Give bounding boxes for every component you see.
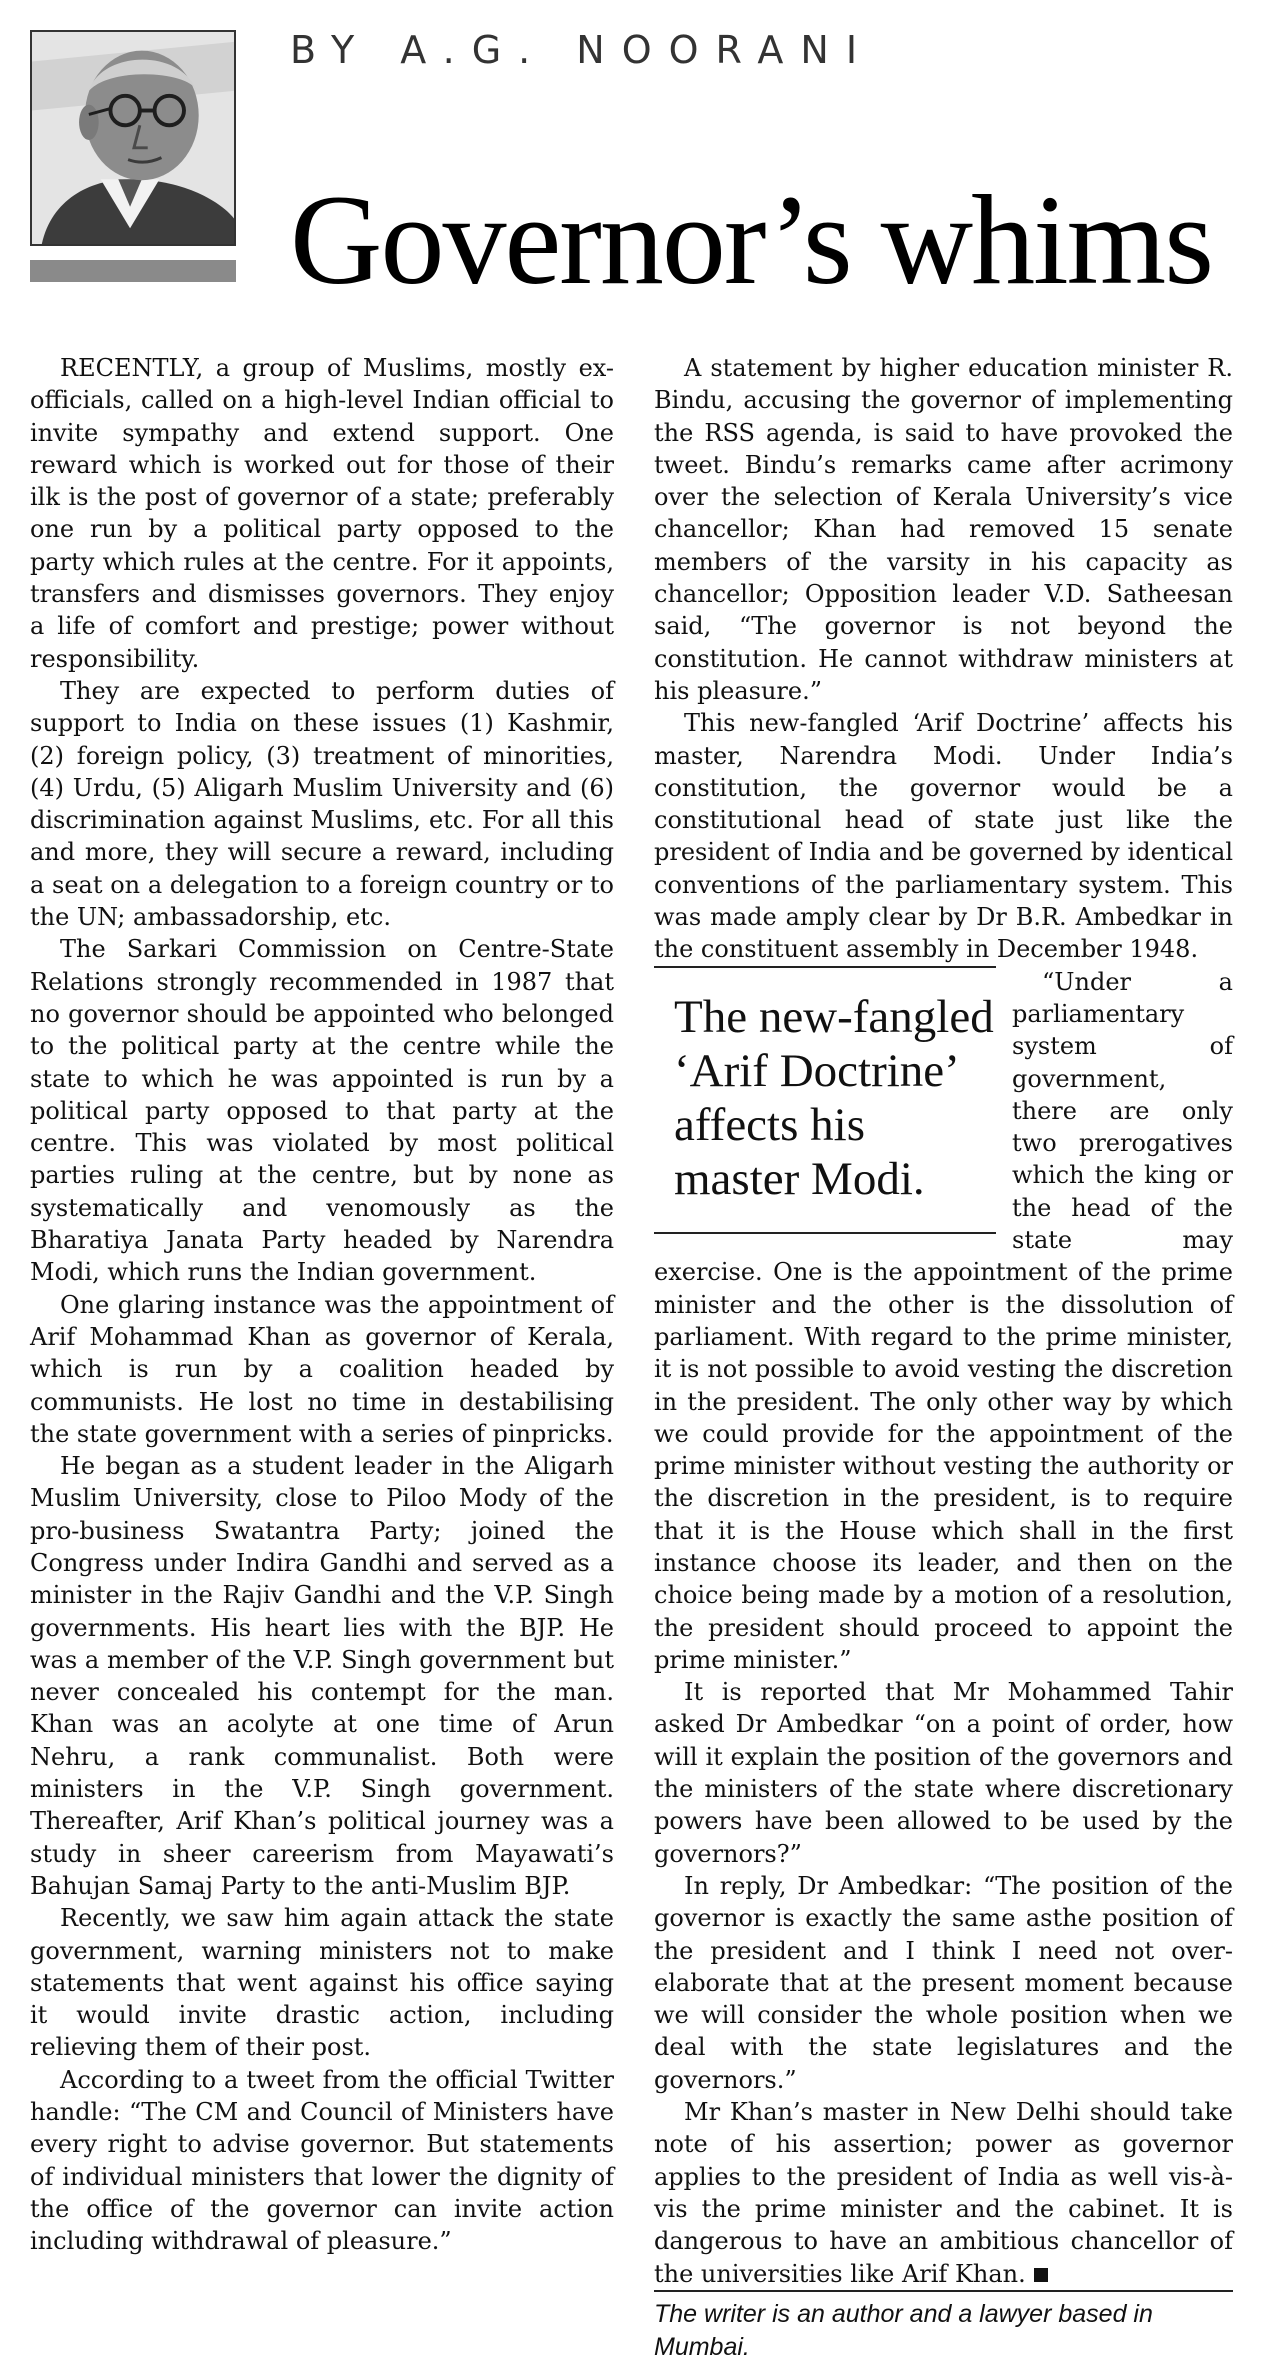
paragraph: They are expected to perform duties of support to India on these issues (1) Kashmir, (2) foreign policy, (3) treatment of minorities, (4) Urdu, (5) Aligarh Muslim University and (6) discrimination against Muslims, etc. For all this and more, they will secure a reward, including a seat on a delegation to a foreign country or to the UN; ambassadorship, etc. bbox=[30, 676, 614, 932]
byline: BY A.G. NOORANI bbox=[290, 28, 875, 72]
paragraph: RECENTLY, a group of Muslims, mostly ex-officials, called on a high-level Indian official to invite sympathy and extend support. One reward which is worked out for those of their ilk is the post of governor of a state; preferably one run by a political party opposed to the party which rules at the centre. For it appoints, transfers and dismisses governors. They enjoy a life of comfort and prestige; power without responsibility. bbox=[30, 354, 614, 673]
pull-quote-line: affects his bbox=[674, 1098, 865, 1151]
paragraph: In reply, Dr Ambedkar: “The position of the governor is exactly the same asthe position of the president and I think I need not over-elaborate that at the present moment because we will consider the whole position when we deal with the state legislatures and the governors.” bbox=[654, 1871, 1233, 2094]
paragraph: According to a tweet from the official Twitter handle: “The CM and Council of Ministers have every right to advise governor. But statements of individual ministers that lower the dignity of the office of the governor can invite action including withdrawal of pleasure.” bbox=[30, 2065, 614, 2256]
pull-quote-line: ‘Arif Doctrine’ bbox=[674, 1044, 960, 1097]
author-photo bbox=[30, 30, 236, 246]
paragraph: “Under a parliamentary system of government, there are only two prerogatives which the king or the head of the state may exercise. One is the appointment of the prime minister and the other is the dissolution of parliament. With regard to the prime minister, it is not possible to avoid vesting the discretion in the president. The only other way by which we could provide for the appointment of the prime minister without vesting the authority or the discretion in the president, is to require that it is the House which shall in the first instance choose its leader, and then on the choice being made by a motion of a resolution, the president should proceed to appoint the prime minister.” bbox=[654, 967, 1233, 1674]
final-text: Mr Khan’s master in New Delhi should take note of his assertion; power as governor applies to the president of India as well vis-à-vis the prime minister and the cabinet. It is dangerous to have an ambitious chancellor of the universities like Arif Khan. bbox=[654, 2098, 1233, 2288]
right-column bbox=[654, 352, 1233, 2364]
pull-quote-line: master Modi. bbox=[674, 1152, 925, 1205]
paragraph: Recently, we saw him again attack the state government, warning ministers not to make statements that went against his office saying it would invite drastic action, including relieving them of their post. bbox=[30, 1904, 614, 2062]
headline: Governor’s whims bbox=[290, 169, 1212, 311]
writer-note: The writer is an author and a lawyer based in Mumbai. bbox=[654, 2290, 1233, 2364]
paragraph: He began as a student leader in the Aligarh Muslim University, close to Piloo Mody of the pro-business Swatantra Party; joined the Congress under Indira Gandhi and served as a minister in the Rajiv Gandhi and the V.P. Singh governments. His heart lies with the BJP. He was a member of the V.P. Singh government but never concealed his contempt for the man. Khan was an acolyte at one time of Arun Nehru, a rank communalist. Both were ministers in the V.P. Singh government. Thereafter, Arif Khan’s political journey was a study in sheer careerism from Mayawati’s Bahujan Samaj Party to the anti-Muslim BJP. bbox=[30, 1452, 614, 1900]
paragraph: One glaring instance was the appointment of Arif Mohammad Khan as governor of Kerala, which is run by a coalition headed by communists. He lost no time in destabilising the state government with a series of pinpricks. bbox=[30, 1290, 614, 1448]
paragraph-final bbox=[654, 2096, 1233, 2290]
photo-caption-bar bbox=[30, 260, 236, 282]
paragraph: The Sarkari Commission on Centre-State Relations strongly recommended in 1987 that no governor should be appointed who belonged to the political party at the centre while the state to which he was appointed is run by a political party opposed to that party at the centre. This was violated by most political parties ruling at the centre, but by none as systematically and venomously as the Bharatiya Janata Party headed by Narendra Modi, which runs the Indian government. bbox=[30, 935, 614, 1287]
pull-quote-line: The new-fangled bbox=[674, 990, 994, 1043]
left-column bbox=[30, 352, 614, 2258]
paragraph: This new-fangled ‘Arif Doctrine’ affects his master, Narendra Modi. Under India’s constitution, the governor would be a constitutional head of state just like the president of India and be governed by identical conventions of the parliamentary system. This was made amply clear by Dr B.R. Ambedkar in the constituent assembly in December 1948. bbox=[654, 709, 1233, 964]
paragraph: A statement by higher education minister R. Bindu, accusing the governor of implementing the RSS agenda, is said to have provoked the tweet. Bindu’s remarks came after acrimony over the selection of Kerala University’s vice chancellor; Khan had removed 15 senate members of the varsity in his capacity as chancellor; Opposition leader V.D. Satheesan said, “The governor is not beyond the constitution. He cannot withdraw ministers at his pleasure.” bbox=[654, 354, 1233, 705]
paragraph: It is reported that Mr Mohammed Tahir asked Dr Ambedkar “on a point of order, how will it explain the position of the governors and the ministers of the state where discretionary powers have been allowed to be used by the governors?” bbox=[654, 1678, 1233, 1868]
end-mark bbox=[1034, 2268, 1048, 2282]
pull-quote bbox=[654, 966, 996, 1234]
